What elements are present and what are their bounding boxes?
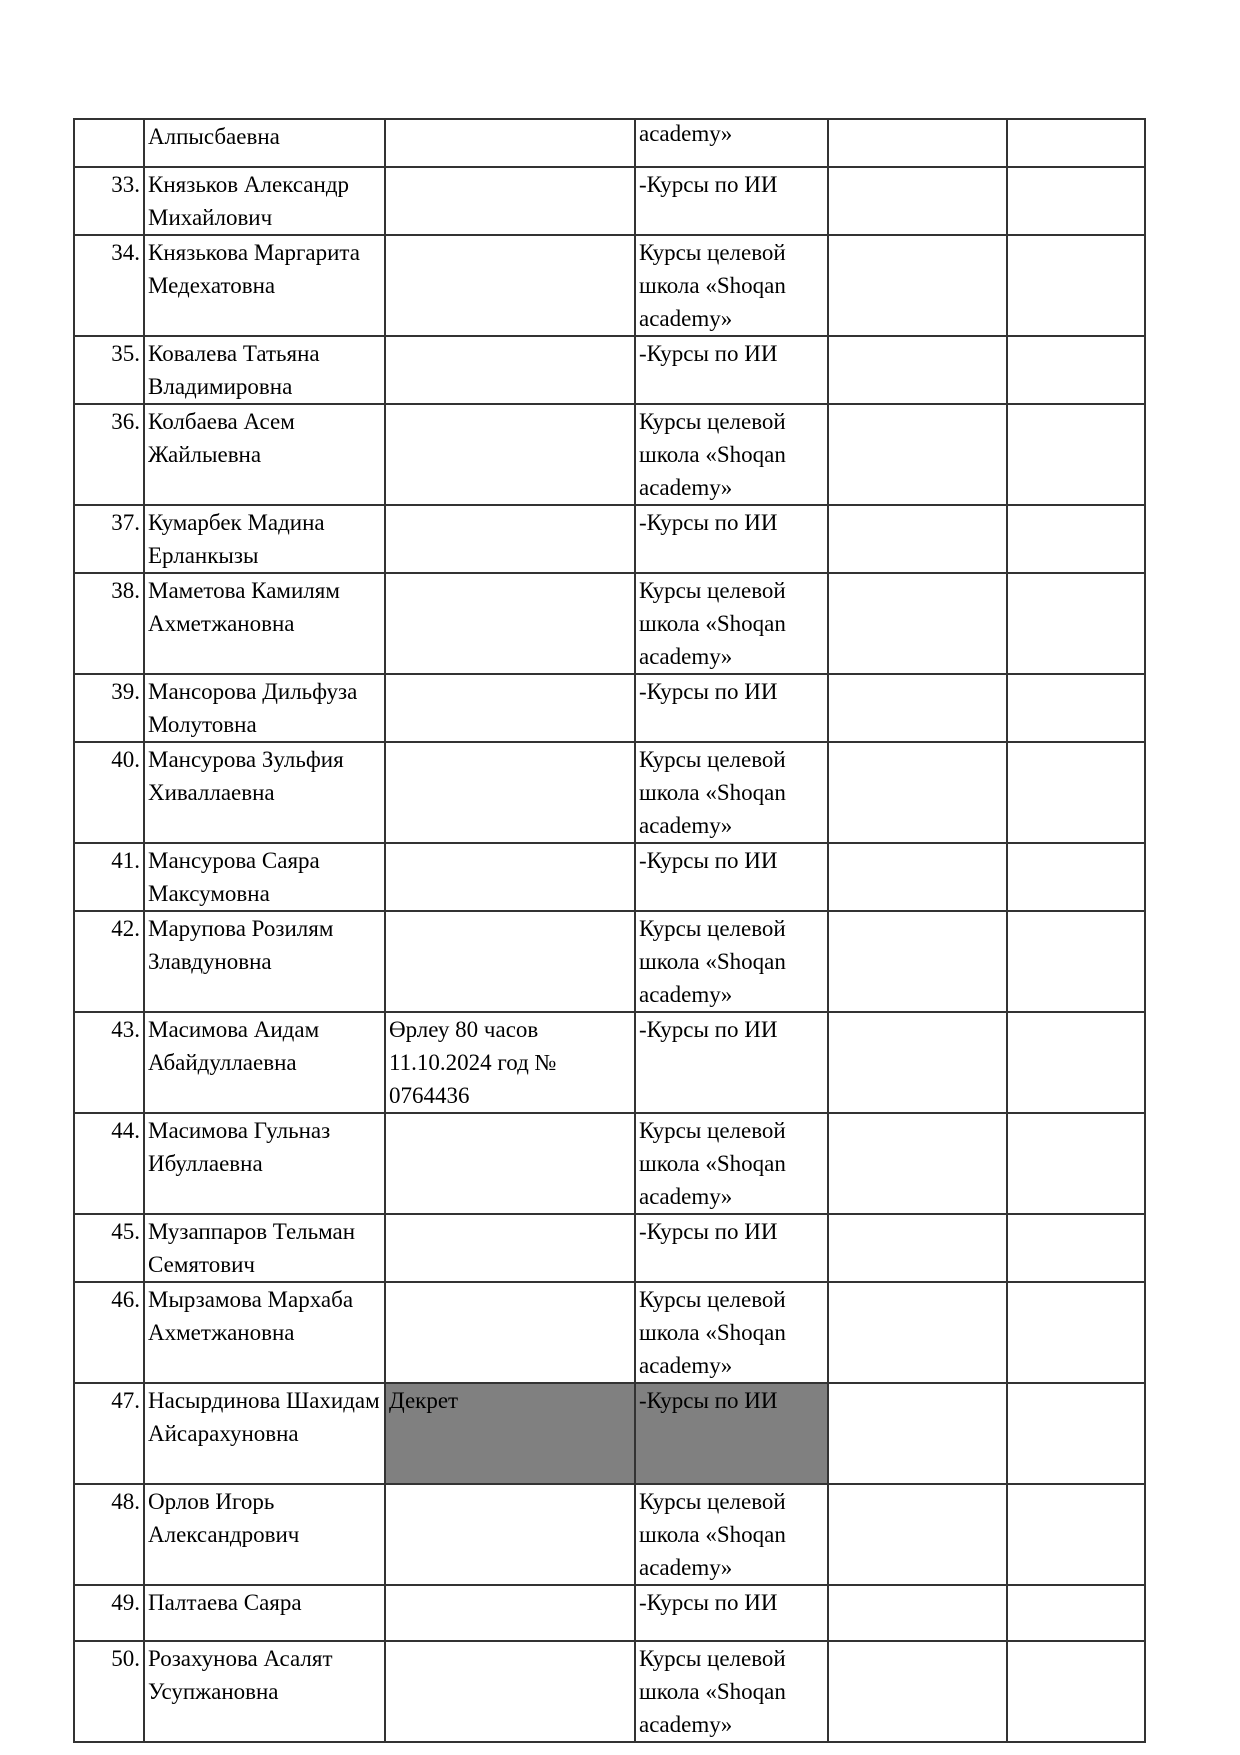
row-number: 41.: [74, 843, 144, 911]
row-number: 40.: [74, 742, 144, 843]
empty-cell: [828, 1282, 1007, 1383]
empty-cell: [1007, 119, 1145, 167]
employee-name: Розахунова Асалят Усупжановна: [144, 1641, 385, 1742]
employee-name: Музаппаров Тельман Семятович: [144, 1214, 385, 1282]
empty-cell: [828, 911, 1007, 1012]
row-number: [74, 119, 144, 167]
row-number: 45.: [74, 1214, 144, 1282]
empty-cell: [1007, 505, 1145, 573]
course-name: -Курсы по ИИ: [635, 674, 828, 742]
employee-name: Алпысбаевна: [144, 119, 385, 167]
course-name: -Курсы по ИИ: [635, 1383, 828, 1484]
row-number: 49.: [74, 1585, 144, 1641]
training-record: [385, 505, 635, 573]
course-name: Курсы целевой школа «Shoqan academy»: [635, 1282, 828, 1383]
table-row: [74, 1214, 1145, 1282]
empty-cell: [828, 505, 1007, 573]
table-row: [74, 235, 1145, 336]
course-name: Курсы целевой школа «Shoqan academy»: [635, 404, 828, 505]
table-body: [74, 119, 1145, 1742]
table-row: [74, 1383, 1145, 1484]
course-name: -Курсы по ИИ: [635, 1214, 828, 1282]
empty-cell: [828, 674, 1007, 742]
employee-name: Марупова Розилям Злавдуновна: [144, 911, 385, 1012]
empty-cell: [1007, 235, 1145, 336]
empty-cell: [828, 1383, 1007, 1484]
empty-cell: [1007, 1585, 1145, 1641]
row-number: 35.: [74, 336, 144, 404]
course-name: academy»: [635, 119, 828, 167]
empty-cell: [828, 1214, 1007, 1282]
staff-training-table: [73, 118, 1146, 1743]
training-record: [385, 1585, 635, 1641]
course-name: -Курсы по ИИ: [635, 167, 828, 235]
empty-cell: [1007, 1383, 1145, 1484]
employee-name: Масимова Гульназ Ибуллаевна: [144, 1113, 385, 1214]
table-row: [74, 1585, 1145, 1641]
course-name: Курсы целевой школа «Shoqan academy»: [635, 1641, 828, 1742]
empty-cell: [828, 235, 1007, 336]
course-name: -Курсы по ИИ: [635, 336, 828, 404]
row-number: 38.: [74, 573, 144, 674]
training-record: [385, 119, 635, 167]
training-record: [385, 235, 635, 336]
empty-cell: [1007, 167, 1145, 235]
empty-cell: [1007, 1214, 1145, 1282]
table-row: [74, 573, 1145, 674]
empty-cell: [1007, 1641, 1145, 1742]
empty-cell: [828, 1641, 1007, 1742]
training-record: [385, 404, 635, 505]
training-record: [385, 843, 635, 911]
table-row: [74, 1012, 1145, 1113]
empty-cell: [1007, 1012, 1145, 1113]
row-number: 37.: [74, 505, 144, 573]
table-row: [74, 1113, 1145, 1214]
employee-name: Князьков Александр Михайлович: [144, 167, 385, 235]
empty-cell: [1007, 573, 1145, 674]
table-row: [74, 167, 1145, 235]
row-number: 44.: [74, 1113, 144, 1214]
table-row: [74, 674, 1145, 742]
empty-cell: [828, 167, 1007, 235]
row-number: 33.: [74, 167, 144, 235]
training-record: [385, 1214, 635, 1282]
empty-cell: [828, 119, 1007, 167]
training-record: [385, 336, 635, 404]
empty-cell: [1007, 336, 1145, 404]
employee-name: Маметова Камилям Ахметжановна: [144, 573, 385, 674]
employee-name: Мансурова Саяра Максумовна: [144, 843, 385, 911]
table-row: [74, 1282, 1145, 1383]
row-number: 39.: [74, 674, 144, 742]
employee-name: Князькова Маргарита Медехатовна: [144, 235, 385, 336]
course-name: -Курсы по ИИ: [635, 1585, 828, 1641]
empty-cell: [828, 1484, 1007, 1585]
employee-name: Ковалева Татьяна Владимировна: [144, 336, 385, 404]
empty-cell: [1007, 911, 1145, 1012]
employee-name: Орлов Игорь Александрович: [144, 1484, 385, 1585]
course-name: -Курсы по ИИ: [635, 1012, 828, 1113]
employee-name: Насырдинова Шахидам Айсарахуновна: [144, 1383, 385, 1484]
training-record: Декрет: [385, 1383, 635, 1484]
empty-cell: [828, 1113, 1007, 1214]
employee-name: Палтаева Саяра: [144, 1585, 385, 1641]
employee-name: Мырзамова Мархаба Ахметжановна: [144, 1282, 385, 1383]
empty-cell: [828, 742, 1007, 843]
employee-name: Масимова Аидам Абайдуллаевна: [144, 1012, 385, 1113]
table-row: [74, 742, 1145, 843]
empty-cell: [1007, 1484, 1145, 1585]
empty-cell: [828, 573, 1007, 674]
course-name: Курсы целевой школа «Shoqan academy»: [635, 911, 828, 1012]
training-record: [385, 911, 635, 1012]
training-record: Өрлеу 80 часов 11.10.2024 год № 0764436: [385, 1012, 635, 1113]
empty-cell: [1007, 742, 1145, 843]
row-number: 46.: [74, 1282, 144, 1383]
training-record: [385, 742, 635, 843]
table-row: [74, 404, 1145, 505]
empty-cell: [828, 1585, 1007, 1641]
course-name: Курсы целевой школа «Shoqan academy»: [635, 235, 828, 336]
course-name: -Курсы по ИИ: [635, 843, 828, 911]
row-number: 43.: [74, 1012, 144, 1113]
course-name: Курсы целевой школа «Shoqan academy»: [635, 1484, 828, 1585]
empty-cell: [828, 1012, 1007, 1113]
empty-cell: [1007, 674, 1145, 742]
row-number: 36.: [74, 404, 144, 505]
table-row: [74, 1641, 1145, 1742]
row-number: 34.: [74, 235, 144, 336]
course-name: -Курсы по ИИ: [635, 505, 828, 573]
course-name: Курсы целевой школа «Shoqan academy»: [635, 1113, 828, 1214]
empty-cell: [1007, 843, 1145, 911]
training-record: [385, 167, 635, 235]
empty-cell: [1007, 1113, 1145, 1214]
row-number: 48.: [74, 1484, 144, 1585]
course-name: Курсы целевой школа «Shoqan academy»: [635, 573, 828, 674]
empty-cell: [828, 843, 1007, 911]
table-row: [74, 843, 1145, 911]
row-number: 47.: [74, 1383, 144, 1484]
empty-cell: [1007, 404, 1145, 505]
table-row: [74, 911, 1145, 1012]
training-record: [385, 674, 635, 742]
empty-cell: [828, 336, 1007, 404]
training-record: [385, 1484, 635, 1585]
employee-name: Кумарбек Мадина Ерланкызы: [144, 505, 385, 573]
empty-cell: [828, 404, 1007, 505]
employee-name: Колбаева Асем Жайлыевна: [144, 404, 385, 505]
row-number: 42.: [74, 911, 144, 1012]
training-record: [385, 1641, 635, 1742]
table-row: [74, 119, 1145, 167]
course-name: Курсы целевой школа «Shoqan academy»: [635, 742, 828, 843]
training-record: [385, 1282, 635, 1383]
training-record: [385, 1113, 635, 1214]
row-number: 50.: [74, 1641, 144, 1742]
employee-name: Мансурова Зульфия Хиваллаевна: [144, 742, 385, 843]
employee-name: Мансорова Дильфуза Молутовна: [144, 674, 385, 742]
table-row: [74, 336, 1145, 404]
table-row: [74, 1484, 1145, 1585]
table-row: [74, 505, 1145, 573]
training-record: [385, 573, 635, 674]
empty-cell: [1007, 1282, 1145, 1383]
